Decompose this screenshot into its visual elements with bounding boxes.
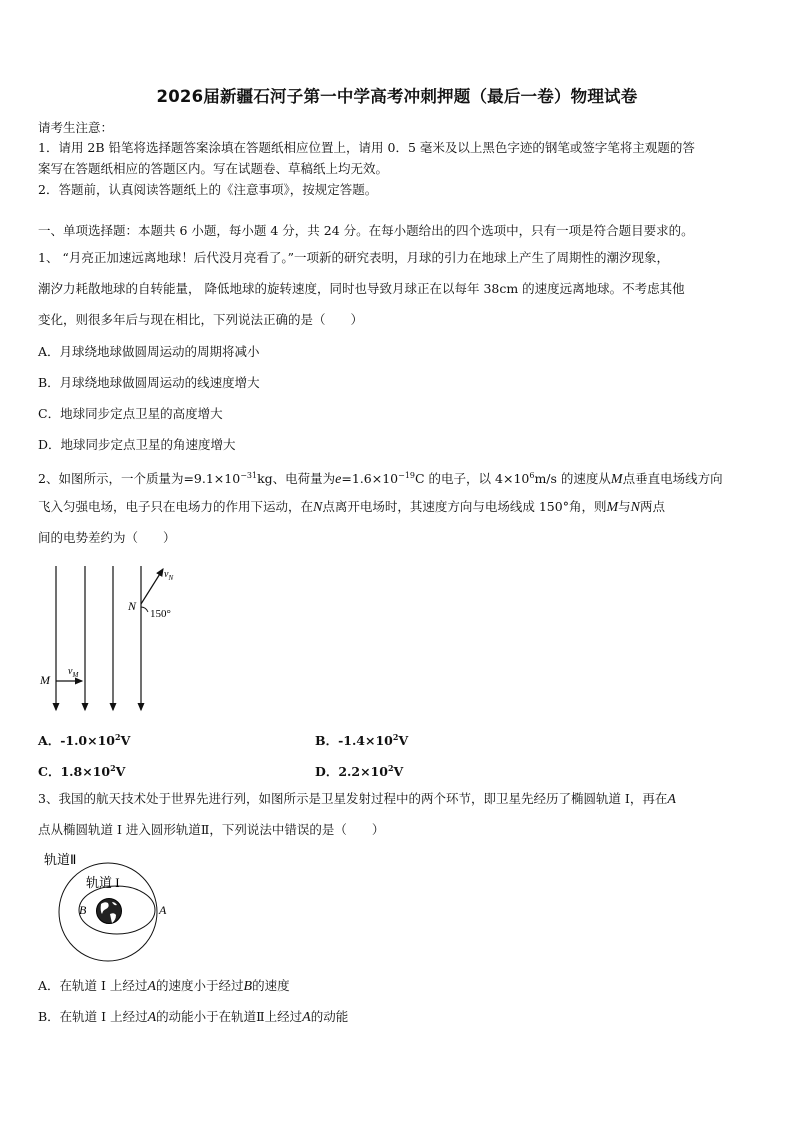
q2-option-a: A．$-1.0\times 10^2V$	[38, 732, 131, 749]
q3-stem-line2: 点从椭圆轨道 I 进入圆形轨道Ⅱ，下列说法中错误的是（ ）	[38, 822, 385, 837]
q2-electric-field-figure	[30, 560, 200, 720]
orbit-2-label: 轨道Ⅱ	[44, 852, 77, 867]
q1-stem-line3: 变化，则很多年后与现在相比，下列说法正确的是（ ）	[38, 312, 364, 327]
notice-item-1-cont: 案写在答题纸相应的答题区内。写在试题卷、草稿纸上均无效。	[38, 161, 389, 176]
earth-icon	[97, 899, 122, 924]
velocity-vn-arrow	[141, 569, 163, 604]
angle-label: 150°	[150, 608, 171, 620]
q2-option-c: C．$1.8\times 10^2V$	[38, 763, 126, 780]
q1-option-a: A．月球绕地球做圆周运动的周期将减小	[38, 344, 260, 359]
q1-option-b: B．月球绕地球做圆周运动的线速度增大	[38, 375, 260, 390]
notice-item-1: 1．请用 2B 铅笔将选择题答案涂填在答题纸相应位置上，请用 0．5 毫米及以上黑色字迹的钢笔或签字笔将主观题的答	[38, 140, 695, 155]
notice-heading: 请考生注意：	[38, 120, 114, 135]
notice-item-2: 2．答题前，认真阅读答题纸上的《注意事项》，按规定答题。	[38, 182, 378, 197]
angle-arc	[141, 607, 148, 612]
point-n-label: N	[128, 599, 137, 613]
q2-option-d: D．$2.2\times 10^2V$	[315, 763, 404, 780]
orbit-1-label: 轨道 I	[86, 875, 120, 890]
q1-option-d: D．地球同步定点卫星的角速度增大	[38, 437, 236, 452]
q3-stem-line1: 3、我国的航天技术处于世界先进行列，如图所示是卫星发射过程中的两个环节，即卫星先经历了椭圆轨道 I，再在A	[38, 791, 676, 807]
q2-stem-line1: 2、如图所示，一个质量为$=9.1\times 10^{-31}kg$、电荷量为$e=1.6\times 10^{-19}C$ 的电子，以 $4\times 10^6m/s$ 的速度从M点垂直电场线方向	[38, 471, 723, 488]
q2-stem-line2: 飞入匀强电场，电子只在电场力的作用下运动，在N点离开电场时，其速度方向与电场线成 150°角，则M与N两点	[38, 499, 665, 515]
point-m-label: M	[40, 673, 50, 687]
q2-option-b: B．$-1.4\times 10^2V$	[315, 732, 409, 749]
q1-option-c: C．地球同步定点卫星的高度增大	[38, 406, 223, 421]
q3-option-a: A．在轨道 I 上经过A的速度小于经过B的速度	[38, 978, 290, 994]
q1-stem-line2: 潮汐力耗散地球的自转能量， 降低地球的旋转速度，同时也导致月球正在以每年 38cm 的速度远离地球。不考虑其他	[38, 281, 685, 296]
q1-stem-line1: 1、 “月亮正加速远离地球！后代没月亮看了。”一项新的研究表明，月球的引力在地球上产生了周期性的潮汐现象，	[38, 250, 669, 265]
section-heading: 一、单项选择题：本题共 6 小题，每小题 4 分，共 24 分。在每小题给出的四个选项中，只有一项是符合题目要求的。	[38, 223, 694, 238]
point-b-label: B	[79, 903, 87, 917]
vm-label: $v_M$	[68, 666, 79, 679]
q3-option-b: B．在轨道 I 上经过A的动能小于在轨道Ⅱ上经过A的动能	[38, 1009, 349, 1025]
q2-stem-line3: 间的电势差约为（ ）	[38, 530, 176, 545]
point-a-label: A	[159, 903, 167, 917]
q3-orbit-figure	[38, 848, 178, 968]
page-title: 2026届新疆石河子第一中学高考冲刺押题（最后一卷）物理试卷	[156, 87, 638, 106]
vn-label: $v_N$	[164, 569, 174, 582]
